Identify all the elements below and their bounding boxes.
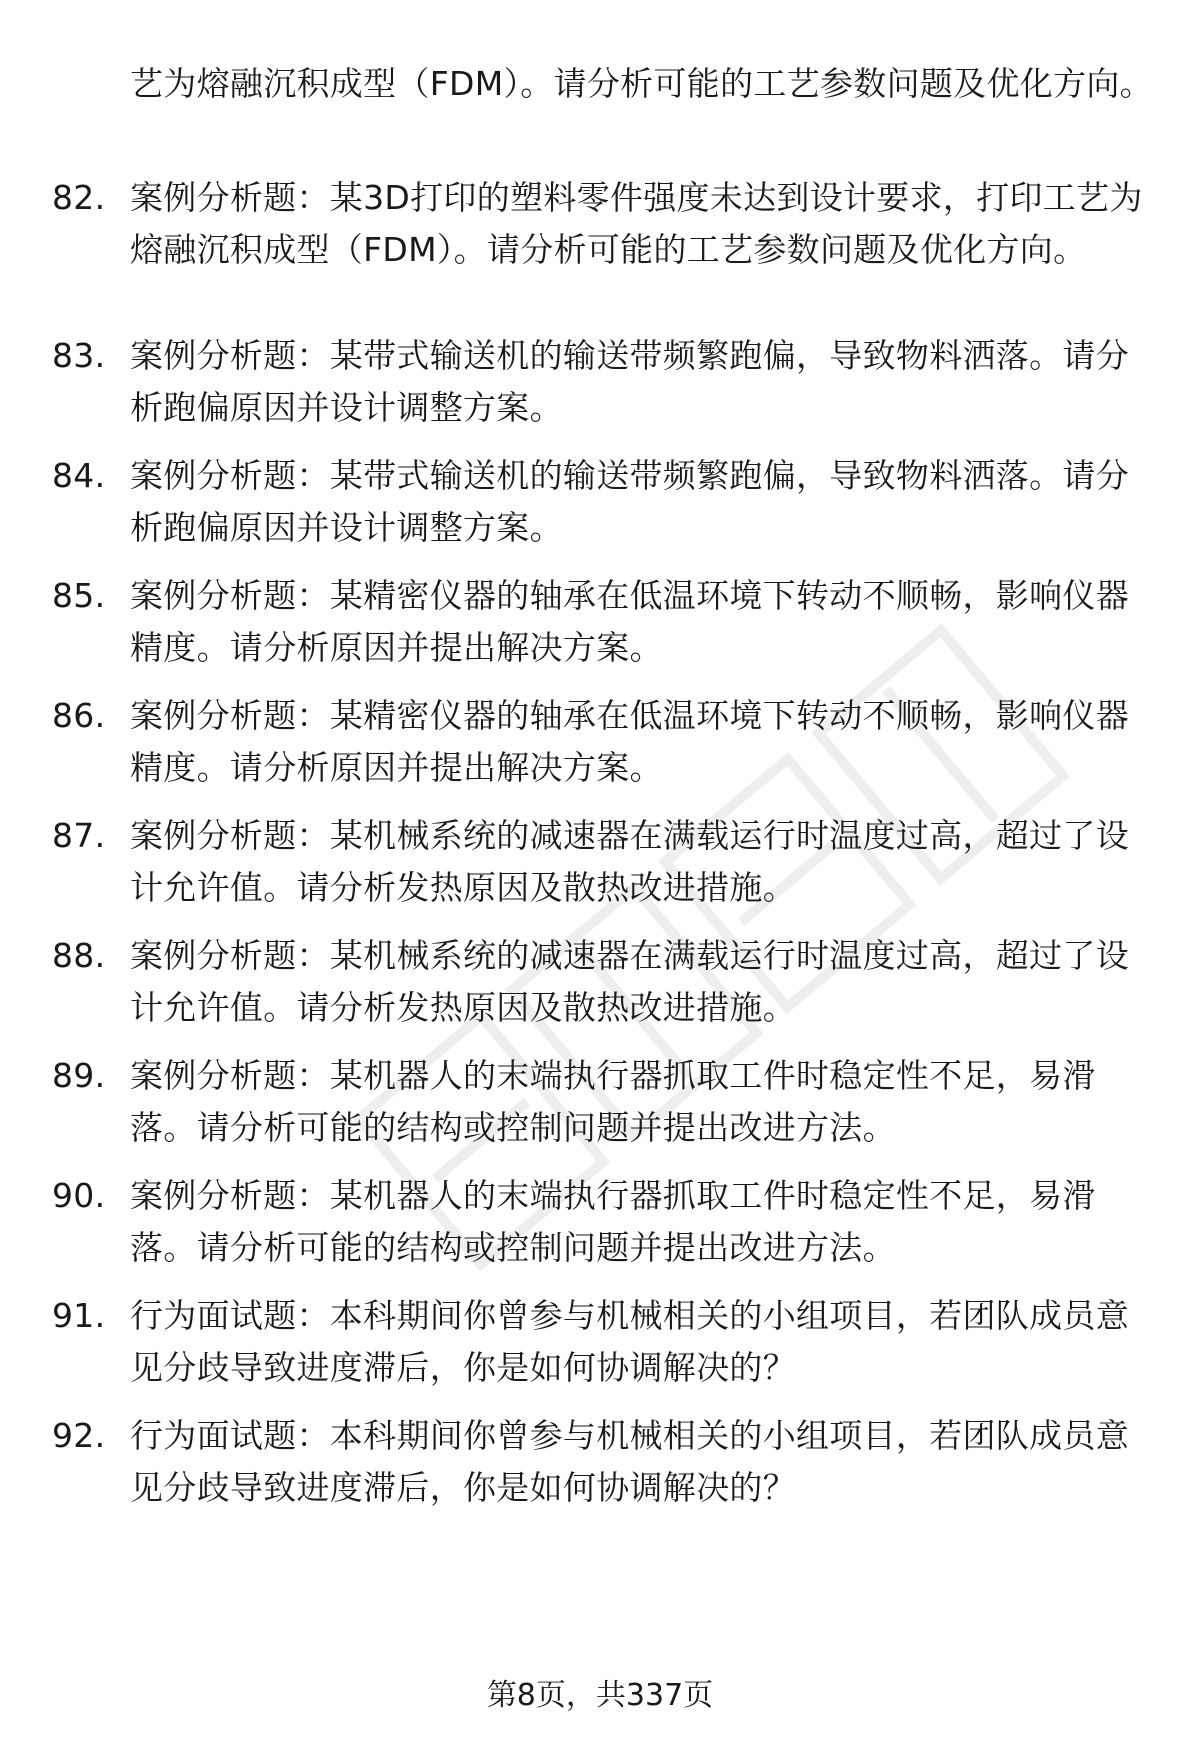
question-text: 案例分析题：某精密仪器的轴承在低温环境下转动不顺畅，影响仪器精度。请分析原因并提出解决方案。 [130, 576, 1129, 667]
question-text: 案例分析题：某带式输送机的输送带频繁跑偏，导致物料洒落。请分析跑偏原因并设计调整方案。 [130, 336, 1129, 427]
question-number: 89. [52, 1056, 106, 1095]
question-number: 91. [52, 1296, 106, 1335]
question-number: 87. [52, 816, 106, 855]
question-text: 行为面试题：本科期间你曾参与机械相关的小组项目，若团队成员意见分歧导致进度滞后，你是如何协调解决的？ [130, 1296, 1129, 1387]
question-number: 90. [52, 1176, 106, 1215]
question-text: 案例分析题：某机器人的末端执行器抓取工件时稳定性不足，易滑落。请分析可能的结构或控制问题并提出改进方法。 [130, 1176, 1096, 1267]
question-text: 行为面试题：本科期间你曾参与机械相关的小组项目，若团队成员意见分歧导致进度滞后，你是如何协调解决的？ [130, 1416, 1129, 1507]
question-number: 85. [52, 576, 106, 615]
question-number: 88. [52, 936, 106, 975]
question-number: 92. [52, 1416, 106, 1455]
question-81-continuation: 艺为熔融沉积成型（FDM）。请分析可能的工艺参数问题及优化方向。 [130, 64, 1153, 103]
question-text: 案例分析题：某3D打印的塑料零件强度未达到设计要求，打印工艺为熔融沉积成型（FDM）。请分析可能的工艺参数问题及优化方向。 [130, 178, 1143, 269]
question-number: 84. [52, 456, 106, 495]
page-footer: 第8页，共337页 [486, 1678, 714, 1713]
question-text: 案例分析题：某带式输送机的输送带频繁跑偏，导致物料洒落。请分析跑偏原因并设计调整方案。 [130, 456, 1129, 547]
question-number: 86. [52, 696, 106, 735]
question-text: 案例分析题：某机器人的末端执行器抓取工件时稳定性不足，易滑落。请分析可能的结构或控制问题并提出改进方法。 [130, 1056, 1096, 1147]
question-text: 案例分析题：某机械系统的减速器在满载运行时温度过高，超过了设计允许值。请分析发热原因及散热改进措施。 [130, 816, 1129, 907]
question-text: 案例分析题：某精密仪器的轴承在低温环境下转动不顺畅，影响仪器精度。请分析原因并提出解决方案。 [130, 696, 1129, 787]
question-number: 82. [52, 178, 106, 217]
question-text: 案例分析题：某机械系统的减速器在满载运行时温度过高，超过了设计允许值。请分析发热原因及散热改进措施。 [130, 936, 1129, 1027]
question-number: 83. [52, 336, 106, 375]
